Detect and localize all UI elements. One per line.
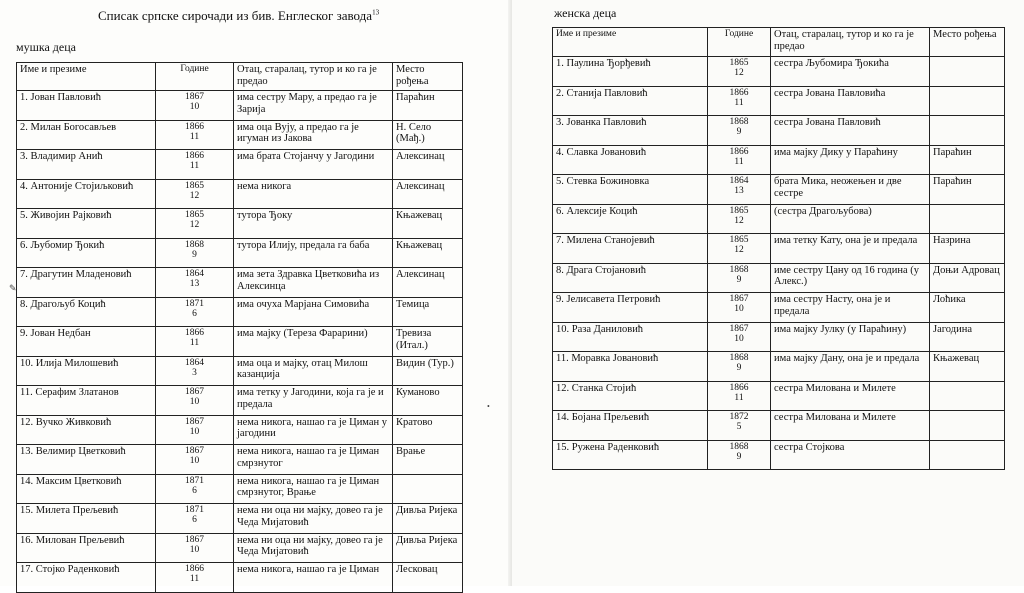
name-cell: 14. Бојана Прељевић	[553, 411, 708, 441]
table-row	[17, 120, 463, 150]
year-cell	[708, 116, 771, 146]
guardian-cell: има зета Здравка Цветковића из Алексинца	[234, 268, 393, 298]
age: 10	[189, 102, 200, 112]
name-cell: 5. Стевка Божиновка	[553, 175, 708, 205]
year-cell	[156, 327, 234, 357]
age: 9	[736, 363, 742, 373]
year-cell	[156, 238, 234, 268]
year-cell	[156, 415, 234, 445]
table-row	[17, 356, 463, 386]
place-cell	[930, 204, 1005, 234]
guardian-cell: има мајку Дану, она је и предала	[771, 352, 930, 382]
age: 10	[734, 304, 744, 314]
name-cell: 8. Драга Стојановић	[553, 263, 708, 293]
table-row	[553, 293, 1005, 323]
margin-mark: ✎	[9, 283, 17, 293]
header-year: Године	[708, 28, 771, 57]
year-cell	[708, 381, 771, 411]
year-cell	[156, 179, 234, 209]
guardian-cell: има мајку Јулку (у Параћину)	[771, 322, 930, 352]
place-cell: Темица	[393, 297, 463, 327]
header-place: Место рођења	[930, 28, 1005, 57]
year-cell	[156, 563, 234, 593]
age: 10	[189, 426, 200, 437]
birth-year: 1864	[185, 269, 204, 279]
place-cell: Алексинац	[393, 179, 463, 209]
year-cell	[156, 386, 234, 416]
table-row	[17, 563, 463, 593]
place-cell	[930, 381, 1005, 411]
year-cell	[156, 120, 234, 150]
table-row	[553, 411, 1005, 441]
guardian-cell: има мајку Дику у Параћину	[771, 145, 930, 175]
birth-year: 1868	[185, 239, 204, 250]
table-row	[553, 440, 1005, 470]
name-cell: 5. Живојин Рајковић	[17, 209, 156, 239]
birth-year: 1866	[185, 121, 204, 132]
table-row	[553, 263, 1005, 293]
table-row	[17, 327, 463, 357]
table-row	[553, 352, 1005, 382]
header-guardian: Отац, старалац, тутор и ко га је предао	[234, 63, 393, 91]
table-row	[17, 445, 463, 475]
name-cell: 3. Владимир Анић	[17, 150, 156, 180]
place-cell: Алексинац	[393, 150, 463, 180]
guardian-cell: нема никога	[234, 179, 393, 209]
age: 5	[736, 422, 742, 432]
name-cell: 9. Јелисавета Петровић	[553, 293, 708, 323]
name-cell: 10. Илија Милошевић	[17, 356, 156, 386]
section-heading-girls: женска деца	[554, 6, 617, 20]
place-cell: Јагодина	[930, 322, 1005, 352]
age: 13	[189, 279, 200, 289]
name-cell: 15. Милета Прељевић	[17, 504, 156, 534]
guardian-cell: име сестру Цану од 16 година (у Алекс.)	[771, 263, 930, 293]
name-cell: 14. Максим Цветковић	[17, 474, 156, 504]
name-cell: 6. Љубомир Ђокић	[17, 238, 156, 268]
boys-table	[16, 62, 463, 593]
year-cell	[708, 263, 771, 293]
guardian-cell: сестра Јована Павловић	[771, 116, 930, 146]
table-header-row	[17, 63, 463, 91]
year-cell	[156, 474, 234, 504]
place-cell: Лоћика	[930, 293, 1005, 323]
guardian-cell: нема никога, нашао га је Циман смрзнутог	[234, 445, 393, 475]
birth-year: 1871	[185, 298, 204, 309]
place-cell	[930, 57, 1005, 87]
birth-year: 1867	[185, 416, 204, 427]
girls-table	[552, 27, 1005, 470]
age: 13	[734, 186, 744, 196]
year-cell	[156, 356, 234, 386]
guardian-cell: сестра Љубомира Ђокића	[771, 57, 930, 87]
year-cell	[156, 209, 234, 239]
table-row	[553, 86, 1005, 116]
header-name: Име и презиме	[17, 63, 156, 91]
guardian-cell: нема никога, нашао га је Циман у јагодини	[234, 415, 393, 445]
year-cell	[708, 440, 771, 470]
birth-year: 1871	[185, 505, 204, 515]
place-cell: Књажевац	[393, 238, 463, 268]
birth-year: 1864	[185, 357, 204, 368]
place-cell: Видин (Тур.)	[393, 356, 463, 386]
table-row	[17, 209, 463, 239]
year-cell	[708, 352, 771, 382]
guardian-cell: има тетку у Јагодини, која га је и предала	[234, 386, 393, 416]
place-cell: Н. Село (Мађ.)	[393, 120, 463, 150]
guardian-cell: нема никога, нашао га је Циман смрзнутог, Врање	[234, 474, 393, 504]
age: 11	[734, 97, 744, 108]
age: 6	[192, 485, 197, 496]
age: 12	[734, 68, 744, 78]
age: 11	[189, 574, 200, 584]
year-cell	[708, 411, 771, 441]
table-row	[17, 238, 463, 268]
header-year: Године	[156, 63, 234, 91]
name-cell: 17. Стојко Раденковић	[17, 563, 156, 593]
place-cell	[930, 411, 1005, 441]
age: 10	[189, 544, 200, 555]
year-cell	[156, 445, 234, 475]
birth-year: 1866	[185, 564, 204, 574]
header-guardian: Отац, старалац, тутор и ко га је предао	[771, 28, 930, 57]
birth-year: 1866	[729, 146, 749, 157]
table-row	[17, 150, 463, 180]
year-cell	[708, 175, 771, 205]
year-cell	[708, 322, 771, 352]
place-cell	[930, 116, 1005, 146]
year-cell	[708, 145, 771, 175]
name-cell: 4. Антоније Стојиљковић	[17, 179, 156, 209]
table-header-row	[553, 28, 1005, 57]
table-row	[17, 91, 463, 121]
age: 11	[734, 156, 744, 167]
place-cell: Тревиза (Итал.)	[393, 327, 463, 357]
place-cell	[930, 440, 1005, 470]
name-cell: 11. Серафим Златанов	[17, 386, 156, 416]
age: 10	[189, 456, 200, 466]
age: 11	[734, 392, 744, 403]
age: 11	[189, 161, 200, 171]
table-row	[553, 204, 1005, 234]
birth-year: 1866	[185, 328, 204, 338]
footnote-marker: 13	[372, 8, 380, 17]
birth-year: 1865	[185, 180, 204, 191]
name-cell: 9. Јован Недбан	[17, 327, 156, 357]
birth-year: 1866	[185, 151, 204, 161]
table-row	[553, 145, 1005, 175]
header-name: Име и презиме	[553, 28, 708, 57]
birth-year: 1866	[729, 382, 749, 393]
age: 6	[192, 308, 197, 319]
age: 9	[736, 451, 742, 462]
birth-year: 1867	[185, 446, 204, 456]
name-cell: 12. Вучко Живковић	[17, 415, 156, 445]
guardian-cell: сестра Јована Павловића	[771, 86, 930, 116]
table-row	[17, 533, 463, 563]
place-cell: Књажевац	[930, 352, 1005, 382]
margin-dot: •	[487, 402, 490, 411]
birth-year: 1864	[729, 176, 749, 186]
age: 10	[189, 397, 200, 407]
name-cell: 1. Паулина Ђорђевић	[553, 57, 708, 87]
table-row	[17, 268, 463, 298]
name-cell: 3. Јованка Павловић	[553, 116, 708, 146]
name-cell: 16. Милован Прељевић	[17, 533, 156, 563]
place-cell: Дивља Ријека	[393, 504, 463, 534]
table-row	[553, 234, 1005, 264]
year-cell	[156, 504, 234, 534]
name-cell: 4. Славка Јовановић	[553, 145, 708, 175]
name-cell: 10. Раза Даниловић	[553, 322, 708, 352]
guardian-cell: сестра Милована и Милете	[771, 381, 930, 411]
guardian-cell: има оца и мајку, отац Милош казанџија	[234, 356, 393, 386]
header-place: Место рођења	[393, 63, 463, 91]
table-row	[17, 297, 463, 327]
age: 3	[192, 367, 197, 378]
place-cell: Дивља Ријека	[393, 533, 463, 563]
table-row	[17, 474, 463, 504]
page-title: Списак српске сирочади из бив. Енглеског завода$^{13}$	[98, 8, 380, 23]
guardian-cell: нема ни оца ни мајку, довео га је Чеда Мијатовић	[234, 504, 393, 534]
name-cell: 12. Станка Стојић	[553, 381, 708, 411]
place-cell: Назрина	[930, 234, 1005, 264]
year-cell	[156, 268, 234, 298]
place-cell: Доњи Адровац	[930, 263, 1005, 293]
birth-year: 1867	[185, 534, 204, 545]
year-cell	[156, 533, 234, 563]
age: 12	[189, 190, 200, 201]
age: 11	[189, 338, 200, 348]
age: 10	[734, 333, 744, 344]
age: 9	[736, 274, 742, 285]
guardian-cell: тутора Ђоку	[234, 209, 393, 239]
place-cell: Параћин	[930, 175, 1005, 205]
place-cell: Куманово	[393, 386, 463, 416]
birth-year: 1865	[729, 235, 749, 245]
birth-year: 1865	[729, 205, 749, 216]
birth-year: 1865	[185, 210, 204, 220]
place-cell	[393, 474, 463, 504]
birth-year: 1868	[729, 353, 749, 363]
place-cell: Кратово	[393, 415, 463, 445]
guardian-cell: има оца Вују, а предао га је игуман из Јакова	[234, 120, 393, 150]
table-row	[553, 175, 1005, 205]
guardian-cell: има очуха Марјана Симовића	[234, 297, 393, 327]
birth-year: 1865	[729, 58, 749, 68]
name-cell: 6. Алексије Коцић	[553, 204, 708, 234]
place-cell: Параћин	[393, 91, 463, 121]
birth-year: 1868	[729, 441, 749, 452]
birth-year: 1872	[729, 412, 749, 422]
table-row	[17, 504, 463, 534]
name-cell: 2. Милан Богосављев	[17, 120, 156, 150]
birth-year: 1871	[185, 475, 204, 486]
name-cell: 11. Моравка Јовановић	[553, 352, 708, 382]
table-row	[553, 116, 1005, 146]
table-row	[553, 57, 1005, 87]
place-cell: Књажевац	[393, 209, 463, 239]
guardian-cell: нема никога, нашао га је Циман	[234, 563, 393, 593]
guardian-cell: сестра Стојкова	[771, 440, 930, 470]
birth-year: 1867	[185, 92, 204, 102]
age: 12	[734, 245, 744, 255]
birth-year: 1868	[729, 264, 749, 275]
guardian-cell: брата Мика, неожењен и две сестре	[771, 175, 930, 205]
year-cell	[708, 234, 771, 264]
guardian-cell: (сестра Драгољубова)	[771, 204, 930, 234]
age: 12	[189, 220, 200, 230]
year-cell	[708, 86, 771, 116]
age: 9	[192, 249, 197, 260]
year-cell	[156, 150, 234, 180]
year-cell	[708, 57, 771, 87]
age: 6	[192, 515, 197, 525]
guardian-cell: тутора Илију, предала га баба	[234, 238, 393, 268]
table-row	[553, 381, 1005, 411]
guardian-cell: има тетку Кату, она је и предала	[771, 234, 930, 264]
guardian-cell: нема ни оца ни мајку, довео га је Чеда Мијатовић	[234, 533, 393, 563]
birth-year: 1867	[729, 323, 749, 334]
name-cell: 13. Велимир Цветковић	[17, 445, 156, 475]
place-cell: Врање	[393, 445, 463, 475]
name-cell: 1. Јован Павловић	[17, 91, 156, 121]
name-cell: 7. Милена Станојевић	[553, 234, 708, 264]
year-cell	[156, 91, 234, 121]
birth-year: 1867	[185, 387, 204, 397]
left-page	[0, 0, 512, 586]
place-cell	[930, 86, 1005, 116]
age: 9	[736, 127, 742, 137]
year-cell	[708, 204, 771, 234]
place-cell: Лесковац	[393, 563, 463, 593]
name-cell: 8. Драгољуб Коцић	[17, 297, 156, 327]
name-cell: 7. Драгутин Младеновић	[17, 268, 156, 298]
guardian-cell: има брата Стојанчу у Јагодини	[234, 150, 393, 180]
name-cell: 2. Станија Павловић	[553, 86, 708, 116]
year-cell	[156, 297, 234, 327]
age: 12	[734, 215, 744, 226]
table-row	[17, 179, 463, 209]
table-row	[553, 322, 1005, 352]
guardian-cell: има мајку (Тереза Фарарини)	[234, 327, 393, 357]
table-row	[17, 386, 463, 416]
place-cell: Параћин	[930, 145, 1005, 175]
guardian-cell: има сестру Насту, она је и предала	[771, 293, 930, 323]
year-cell	[708, 293, 771, 323]
birth-year: 1868	[729, 117, 749, 127]
guardian-cell: сестра Милована и Милете	[771, 411, 930, 441]
birth-year: 1867	[729, 294, 749, 304]
section-heading-boys: мушка деца	[16, 40, 76, 54]
place-cell: Алексинац	[393, 268, 463, 298]
age: 11	[189, 131, 200, 142]
birth-year: 1866	[729, 87, 749, 98]
name-cell: 15. Ружена Раденковић	[553, 440, 708, 470]
guardian-cell: има сестру Мару, а предао га је Зарија	[234, 91, 393, 121]
table-row	[17, 415, 463, 445]
